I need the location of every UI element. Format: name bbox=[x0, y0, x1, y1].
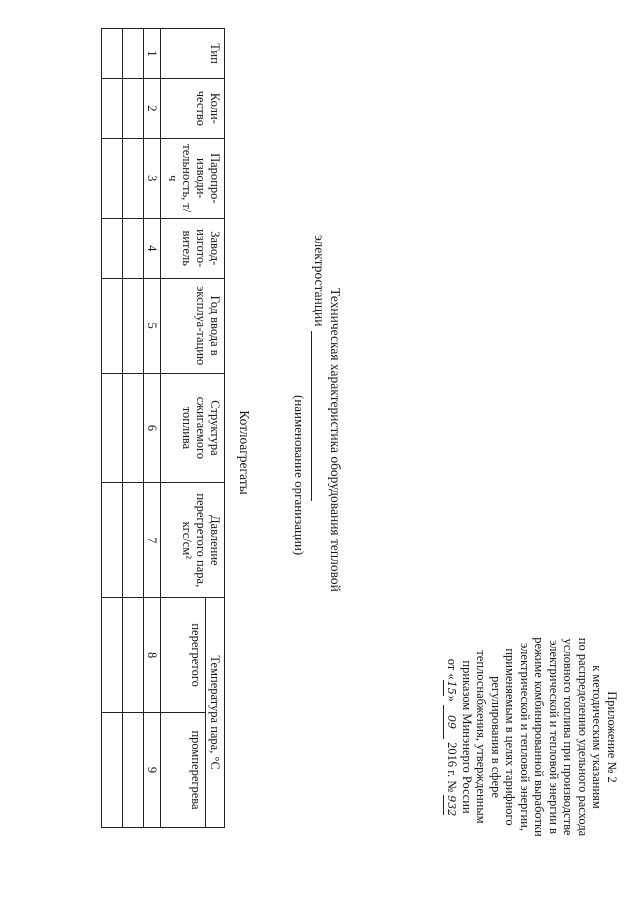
empty-cell bbox=[102, 373, 123, 483]
header-manufacturer: Завод-изгото-витель bbox=[161, 218, 225, 278]
appendix-line: режиме комбинированной выработки bbox=[532, 637, 547, 837]
header-capacity: Паропро-изводи-тельность, т/ч bbox=[161, 138, 225, 218]
header-reheat: промперегрева bbox=[161, 713, 206, 828]
appendix-line: по распределению удельного расхода bbox=[576, 637, 590, 837]
equipment-table bbox=[101, 28, 225, 828]
column-number: 3 bbox=[144, 138, 161, 218]
header-pressure: Давление перегретого пара, кгс/см² bbox=[161, 483, 225, 598]
column-number: 7 bbox=[144, 483, 161, 598]
appendix-line: электрической и тепловой энергии, bbox=[518, 643, 532, 831]
header-count: Коли-чество bbox=[161, 78, 225, 138]
header-superheated: перегретого bbox=[161, 598, 206, 713]
column-number: 2 bbox=[144, 78, 161, 138]
empty-row bbox=[102, 29, 123, 828]
empty-cell bbox=[102, 278, 123, 373]
title-line-1: Техническая характеристика оборудования тепловой bbox=[328, 288, 343, 592]
appendix-line: условного топлива при производстве bbox=[561, 638, 576, 836]
organization-blank-line bbox=[311, 331, 312, 501]
empty-cell bbox=[102, 218, 123, 278]
title-line-2-wrap bbox=[311, 205, 327, 675]
column-number: 5 bbox=[144, 278, 161, 373]
date-mid: » bbox=[445, 695, 460, 702]
date-prefix: от « bbox=[445, 658, 460, 680]
empty-cell bbox=[123, 218, 144, 278]
empty-cell bbox=[123, 138, 144, 218]
empty-cell bbox=[123, 713, 144, 828]
empty-cell bbox=[102, 483, 123, 598]
column-number: 1 bbox=[144, 29, 161, 79]
empty-cell bbox=[123, 29, 144, 79]
appendix-line: к методическим указаниям bbox=[590, 665, 605, 809]
appendix-line: электрической и тепловой энергии в bbox=[547, 640, 561, 834]
empty-cell bbox=[123, 373, 144, 483]
organization-caption: (наименование организации) bbox=[292, 395, 307, 556]
empty-cell bbox=[102, 78, 123, 138]
header-row bbox=[206, 29, 225, 828]
section-title: Котлоагрегаты bbox=[237, 410, 252, 495]
empty-cell bbox=[102, 29, 123, 79]
appendix-line: применяемым в целях тарифного bbox=[503, 648, 518, 826]
header-fuel: Структура сжигаемого топлива bbox=[161, 373, 225, 483]
order-date-line bbox=[443, 587, 460, 887]
title-line-2: электростанции bbox=[312, 235, 327, 327]
empty-cell bbox=[123, 483, 144, 598]
empty-cell bbox=[123, 78, 144, 138]
rotated-page bbox=[5, 10, 635, 895]
date-day: 15 bbox=[443, 680, 459, 696]
empty-cell bbox=[102, 138, 123, 218]
empty-row bbox=[123, 29, 144, 828]
empty-cell bbox=[102, 598, 123, 713]
empty-cell bbox=[102, 713, 123, 828]
appendix-line: приказом Минэнерго России bbox=[460, 660, 474, 814]
column-number: 4 bbox=[144, 218, 161, 278]
header-year: Год ввода в эксплуа-тацию bbox=[161, 278, 225, 373]
date-year: 2016 г. № bbox=[445, 742, 460, 793]
column-number: 9 bbox=[144, 713, 161, 828]
header-type: Тип bbox=[161, 29, 225, 79]
header-temperature: Температура пара, °С bbox=[206, 598, 225, 828]
appendix-block bbox=[443, 587, 619, 887]
empty-cell bbox=[123, 278, 144, 373]
empty-cell bbox=[123, 598, 144, 713]
date-month: 09 bbox=[443, 705, 459, 739]
document-title bbox=[291, 205, 343, 675]
column-number: 6 bbox=[144, 373, 161, 483]
appendix-line: регулирования в сфере bbox=[489, 676, 503, 798]
column-numbers-row bbox=[144, 29, 161, 828]
appendix-line: теплоснабжения, утвержденным bbox=[474, 650, 489, 824]
column-number: 8 bbox=[144, 598, 161, 713]
appendix-line: Приложение № 2 bbox=[605, 691, 619, 783]
order-number: 932 bbox=[443, 795, 459, 815]
